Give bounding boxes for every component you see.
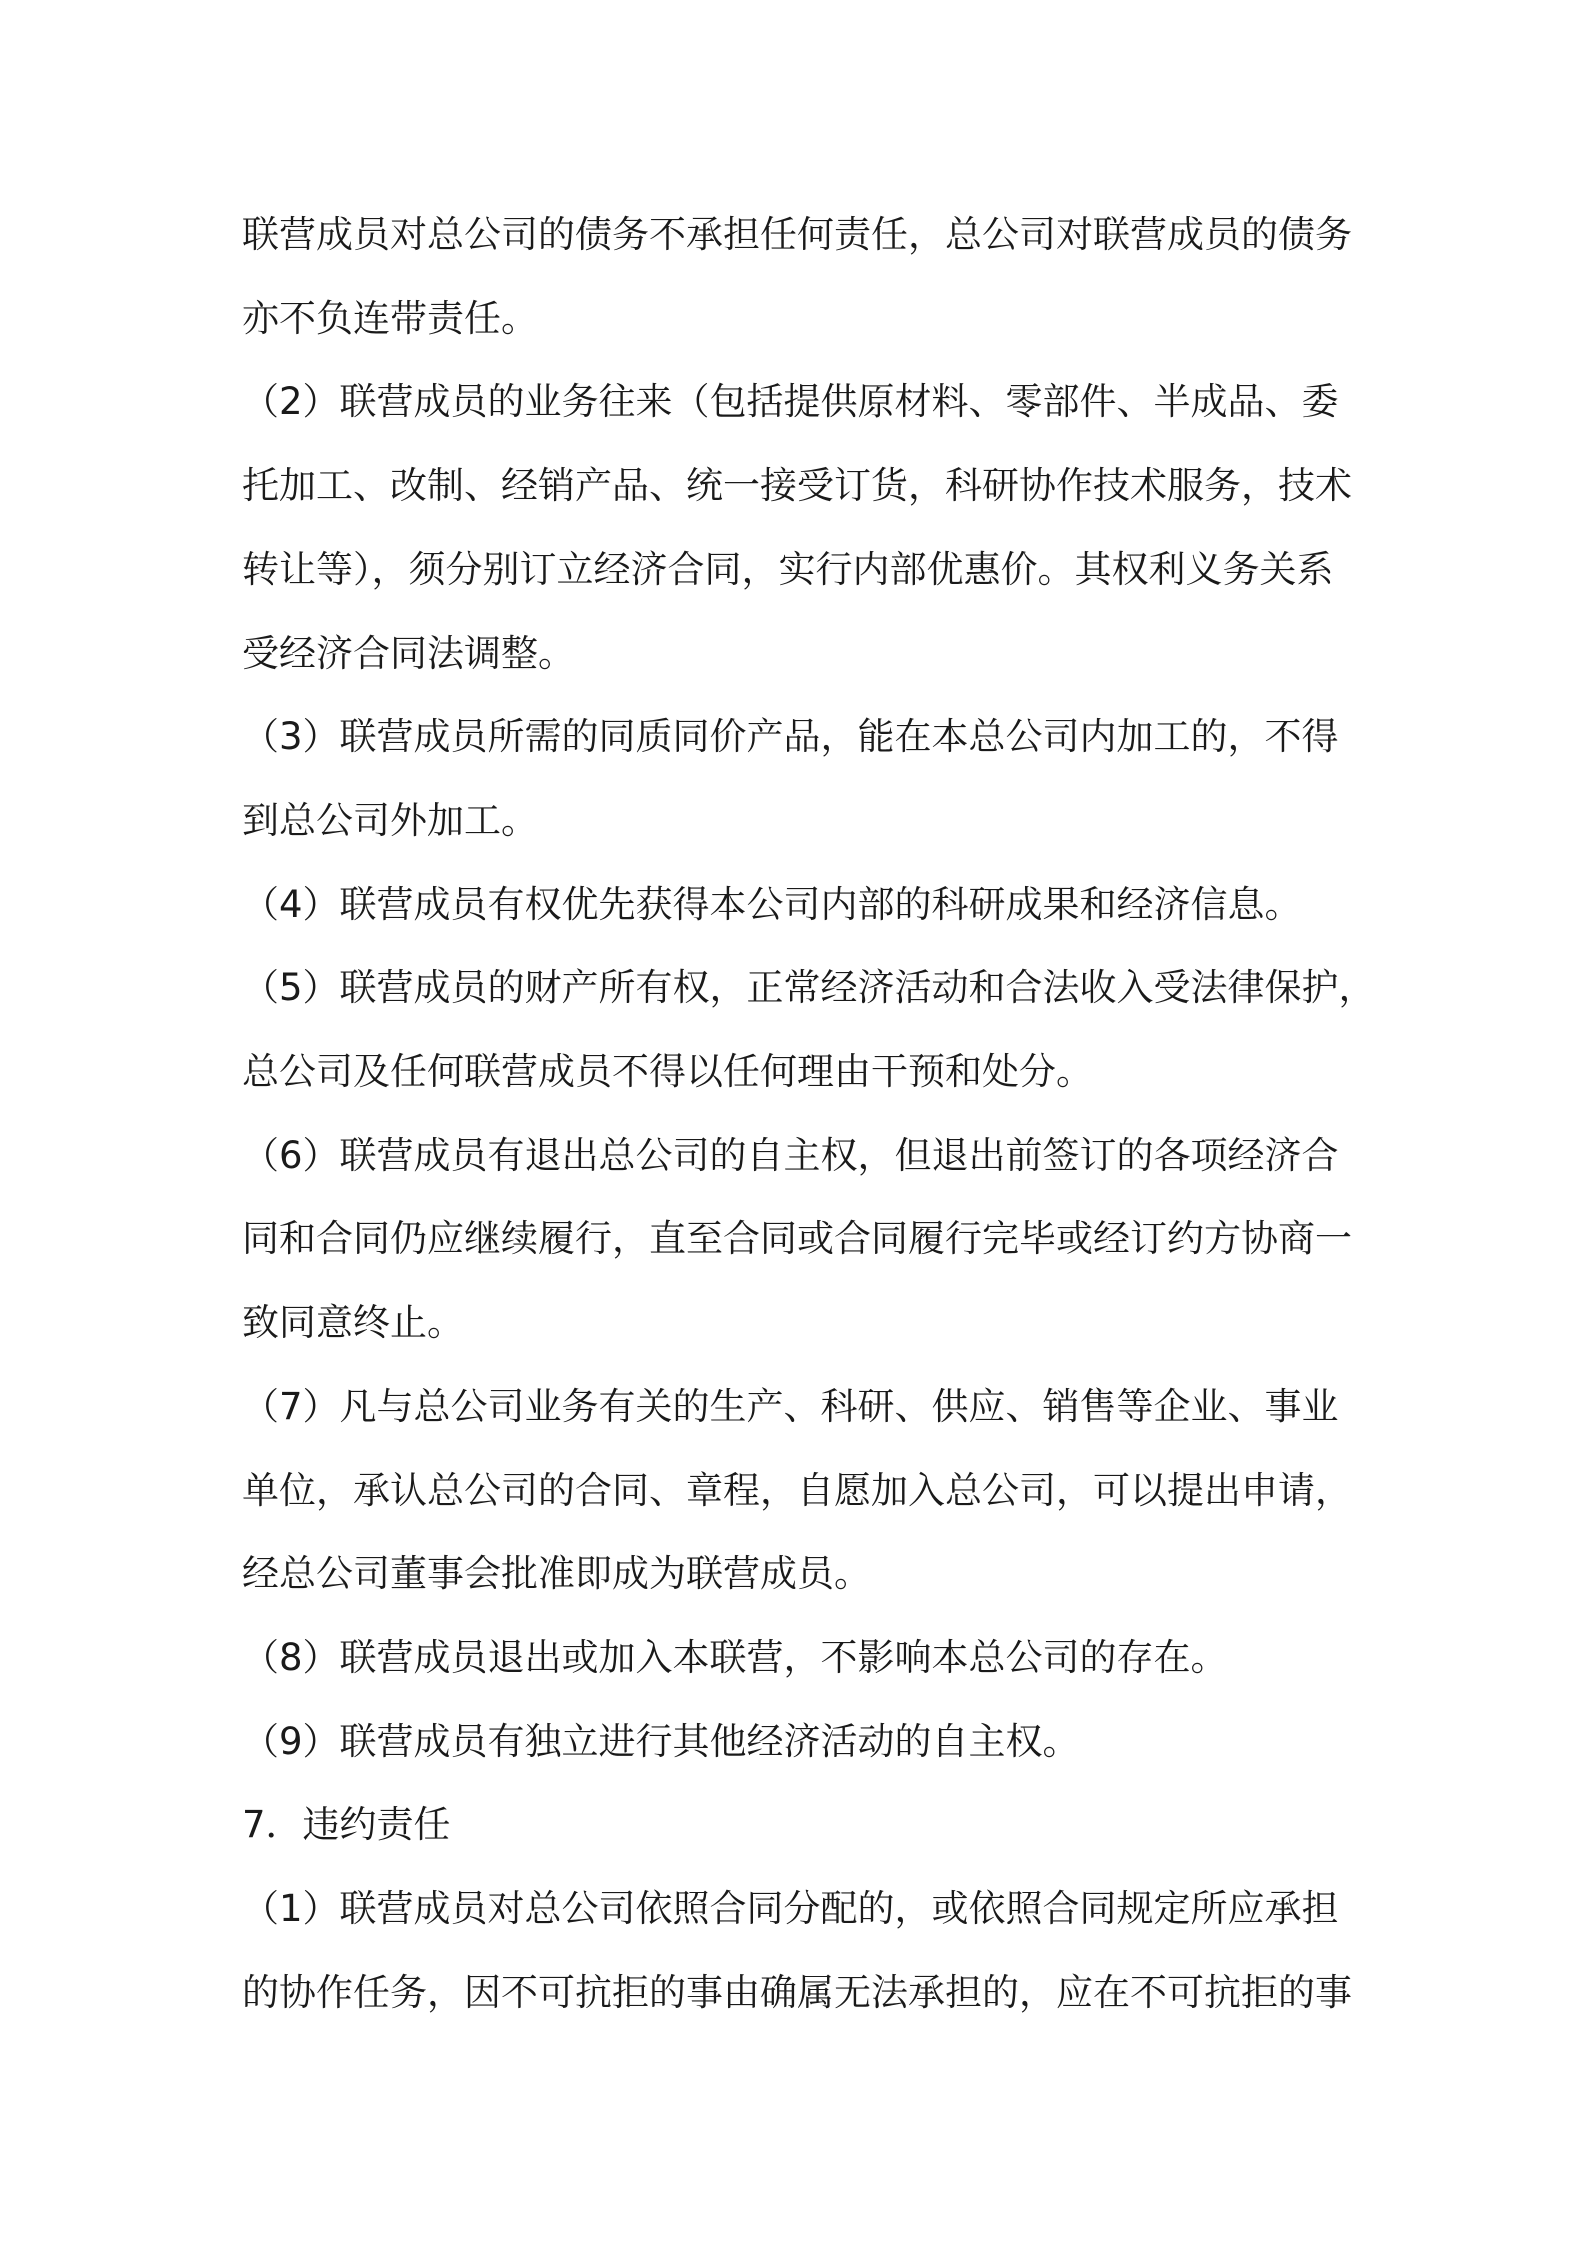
text-line: 总公司及任何联营成员不得以任何理由干预和处分。: [242, 1050, 1093, 1094]
text-line: 致同意终止。: [242, 1301, 464, 1345]
text-line: （7）凡与总公司业务有关的生产、科研、供应、销售等企业、事业: [242, 1384, 1339, 1428]
text-line: 受经济合同法调整。: [242, 631, 575, 675]
paragraph-item-4: [242, 863, 1370, 947]
text-line: 的协作任务，因不可抗拒的事由确属无法承担的，应在不可抗拒的事: [242, 1970, 1352, 2014]
section-heading-text: 7．违约责任: [242, 1803, 451, 1847]
paragraph-breach-item-1: [242, 1867, 1370, 2034]
paragraph-item-7: [242, 1365, 1370, 1616]
text-line: 到总公司外加工。: [242, 798, 538, 842]
text-line: 转让等），须分别订立经济合同，实行内部优惠价。其权利义务关系: [242, 547, 1334, 591]
text-line: 同和合同仍应继续履行，直至合同或合同履行完毕或经订约方协商一: [242, 1217, 1352, 1261]
paragraph-item-9: [242, 1700, 1370, 1784]
paragraph-item-3: [242, 695, 1370, 862]
paragraph-liability-continued: [242, 193, 1370, 360]
paragraph-item-8: [242, 1616, 1370, 1700]
text-line: （3）联营成员所需的同质同价产品，能在本总公司内加工的，不得: [242, 715, 1339, 759]
text-line: （2）联营成员的业务往来（包括提供原材料、零部件、半成品、委: [242, 380, 1339, 424]
text-line: （5）联营成员的财产所有权，正常经济活动和合法收入受法律保护，: [242, 966, 1376, 1010]
text-line: 亦不负连带责任。: [242, 296, 538, 340]
paragraph-item-2: [242, 360, 1370, 695]
text-line: （9）联营成员有独立进行其他经济活动的自主权。: [242, 1719, 1080, 1763]
text-line: （6）联营成员有退出总公司的自主权，但退出前签订的各项经济合: [242, 1133, 1339, 1177]
text-line: （4）联营成员有权优先获得本公司内部的科研成果和经济信息。: [242, 882, 1302, 926]
paragraph-item-5: [242, 946, 1376, 1113]
text-line: 联营成员对总公司的债务不承担任何责任，总公司对联营成员的债务: [242, 213, 1352, 256]
text-line: （8）联营成员退出或加入本联营，不影响本总公司的存在。: [242, 1635, 1228, 1679]
section-heading-breach-liability: [242, 1783, 1370, 1867]
text-line: 经总公司董事会批准即成为联营成员。: [242, 1552, 871, 1596]
text-line: 托加工、改制、经销产品、统一接受订货，科研协作技术服务，技术: [242, 464, 1352, 508]
paragraph-item-6: [242, 1114, 1370, 1365]
document-body: [242, 193, 1376, 2034]
text-line: （1）联营成员对总公司依照合同分配的，或依照合同规定所应承担: [242, 1887, 1339, 1931]
text-line: 单位，承认总公司的合同、章程，自愿加入总公司，可以提出申请，: [242, 1468, 1352, 1512]
